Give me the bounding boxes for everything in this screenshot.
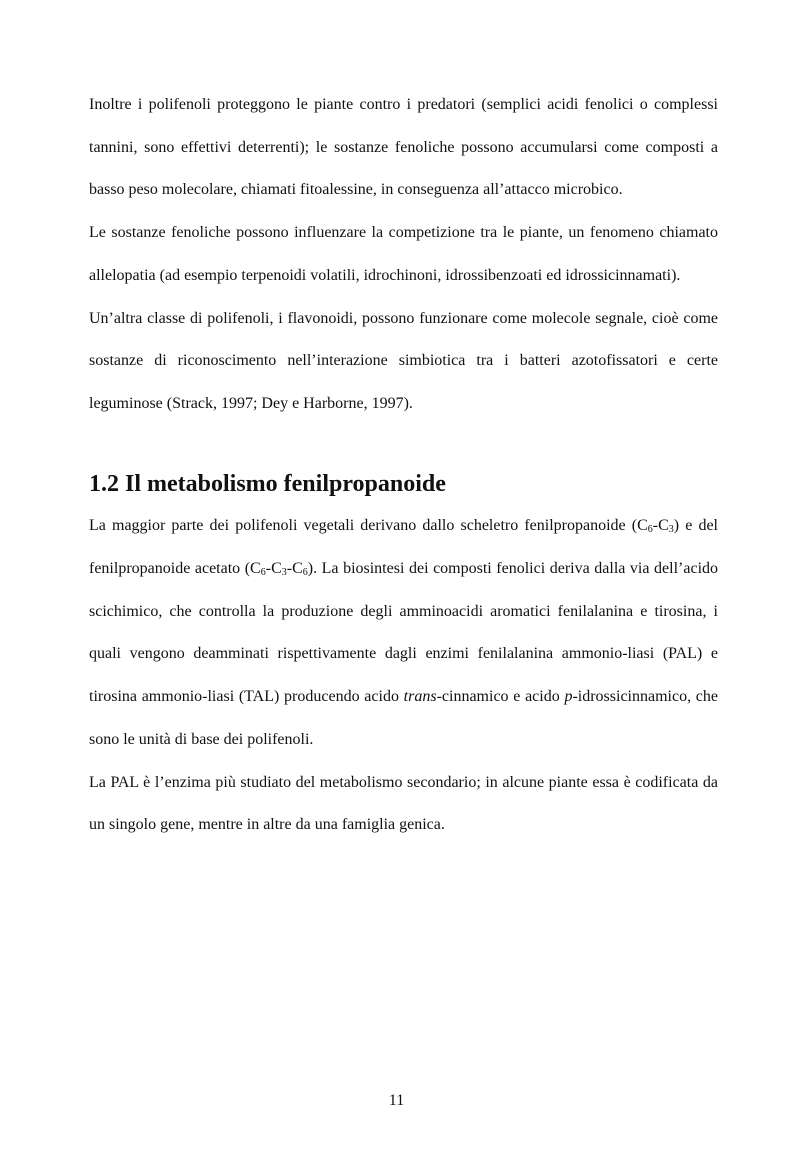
subscript: 3 xyxy=(281,567,287,579)
paragraph-allelopatia: Le sostanze fenoliche possono influenzare la competizione tra le piante, un fenomeno chiamato allelopatia (ad esempio terpenoidi volatili, idrochinoni, idrossibenzoati ed idrossicinnamati). xyxy=(89,224,718,284)
section-spacer xyxy=(89,426,718,463)
text-run: ) e del fenilpropanoide acetato (C xyxy=(89,517,718,578)
text-run: -cinnamico e acido xyxy=(436,688,565,706)
text-run: -C xyxy=(652,517,669,535)
text-run: -idrossicinnamico, che sono le unità di base dei polifenoli. xyxy=(89,688,719,748)
paragraph-flavonoidi: Un’altra classe di polifenoli, i flavonoidi, possono funzionare come molecole segnale, cioè come sostanze di riconoscimento nell’interazione simbiotica tra i batteri azotofissatori e certe leguminose (Strack, 1997; Dey e Harborne, 1997). xyxy=(89,309,718,412)
section-heading: 1.2 Il metabolismo fenilpropanoide xyxy=(89,470,446,497)
italic-term: p xyxy=(564,688,573,706)
subscript: 3 xyxy=(668,524,674,536)
paragraph-polifenoli-predatori: Inoltre i polifenoli proteggono le piante contro i predatori (semplici acidi fenolici o complessi tannini, sono effettivi deterrenti); le sostanze fenoliche possono accumularsi come composti a basso peso molecolare, chiamati fitoalessine, in conseguenza all’attacco microbico. xyxy=(89,96,718,199)
text-run: -C xyxy=(265,560,282,578)
page-number: 11 xyxy=(388,1092,405,1109)
page-body xyxy=(89,84,718,847)
subscript: 6 xyxy=(302,567,308,579)
text-run: -C xyxy=(286,560,303,578)
text-run: La maggior parte dei polifenoli vegetali derivano dallo scheletro fenilpropanoide (C xyxy=(89,517,648,535)
paragraph-fenilpropanoide xyxy=(89,505,718,761)
subscript: 6 xyxy=(260,567,266,579)
subscript: 6 xyxy=(647,524,653,536)
text-run: ). La biosintesi dei composti fenolici deriva dalla via dell’acido scichimico, che controlla la produzione degli amminoacidi aromatici fenilalanina e tirosina, i quali vengono deamminati rispettivamente dagli enzimi fenilalanina ammonio-liasi (PAL) e tirosina ammonio-liasi (TAL) producendo acido xyxy=(89,560,719,706)
italic-term: trans xyxy=(403,688,437,706)
paragraph-pal: La PAL è l’enzima più studiato del metabolismo secondario; in alcune piante essa è codificata da un singolo gene, mentre in altre da una famiglia genica. xyxy=(89,773,718,834)
